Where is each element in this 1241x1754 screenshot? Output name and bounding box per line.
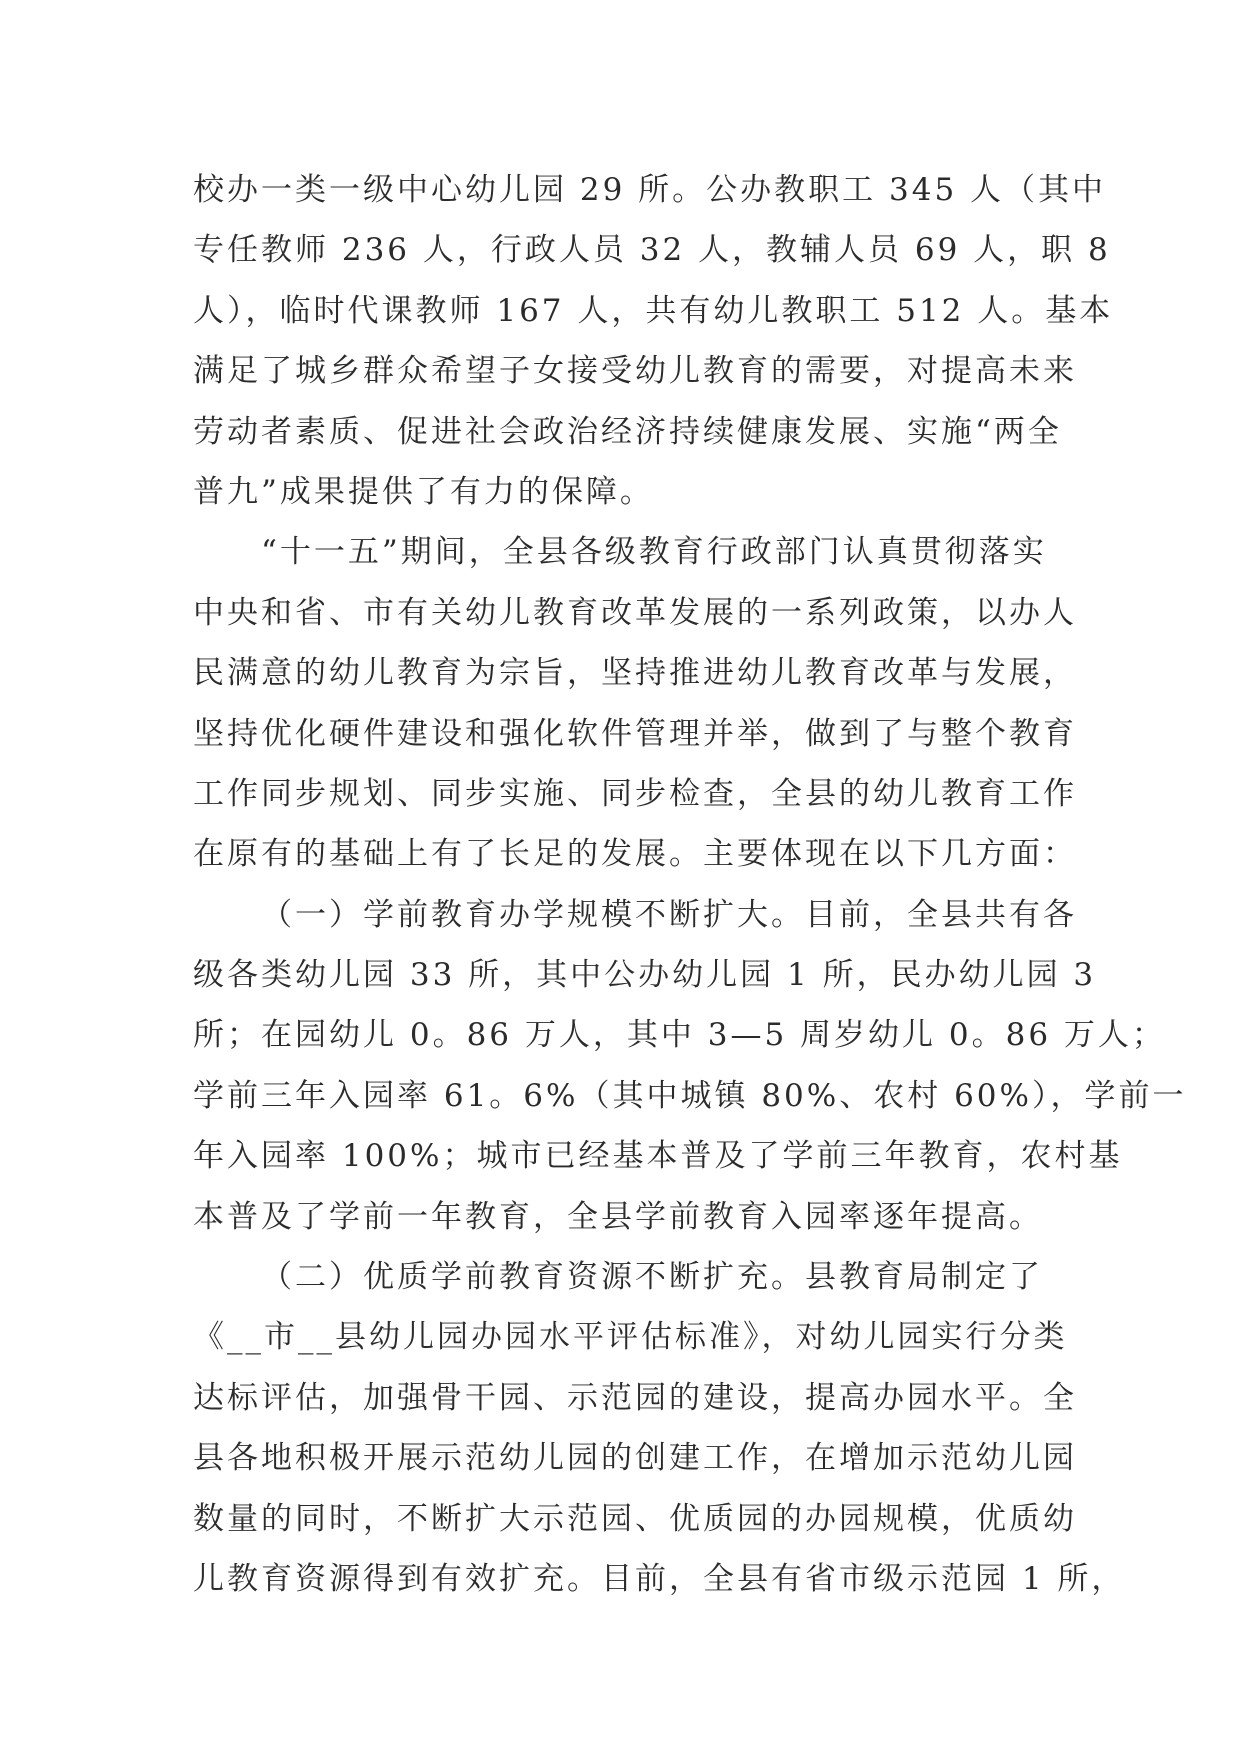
text-line: 专任教师 236 人，行政人员 32 人，教辅人员 69 人，职 8 — [193, 232, 1111, 269]
text-line: 《__市__县幼儿园办园水平评估标准》，对幼儿园实行分类 — [193, 1319, 1068, 1356]
text-line: 校办一类一级中心幼儿园 29 所。公办教职工 345 人（其中 — [193, 172, 1107, 208]
text-line: 民满意的幼儿教育为宗旨，坚持推进幼儿教育改革与发展， — [193, 655, 1077, 692]
paragraph-start-line: （一）学前教育办学规模不断扩大。目前，全县共有各 — [261, 896, 1077, 933]
text-line: 本普及了学前一年教育，全县学前教育入园率逐年提高。 — [193, 1198, 1043, 1235]
text-line: 在原有的基础上有了长足的发展。主要体现在以下几方面： — [193, 836, 1077, 873]
text-line: 儿教育资源得到有效扩充。目前，全县有省市级示范园 1 所， — [193, 1560, 1126, 1597]
text-line: 坚持优化硬件建设和强化软件管理并举，做到了与整个教育 — [193, 715, 1077, 752]
paragraph-start-line: （二）优质学前教育资源不断扩充。县教育局制定了 — [261, 1259, 1043, 1296]
text-line: 满足了城乡群众希望子女接受幼儿教育的需要，对提高未来 — [193, 353, 1077, 390]
text-line: 中央和省、市有关幼儿教育改革发展的一系列政策，以办人 — [193, 594, 1077, 631]
document-body — [193, 160, 1187, 1609]
text-line: 达标评估，加强骨干园、示范园的建设，提高办园水平。全 — [193, 1379, 1077, 1416]
text-line: 年入园率 100%；城市已经基本普及了学前三年教育，农村基 — [193, 1138, 1123, 1175]
text-line: 劳动者素质、促进社会政治经济持续健康发展、实施“两全 — [193, 413, 1062, 450]
text-line: 工作同步规划、同步实施、同步检查，全县的幼儿教育工作 — [193, 775, 1077, 812]
text-line: 县各地积极开展示范幼儿园的创建工作，在增加示范幼儿园 — [193, 1440, 1077, 1477]
text-line: 普九”成果提供了有力的保障。 — [193, 473, 654, 510]
text-line: 数量的同时，不断扩大示范园、优质园的办园规模，优质幼 — [193, 1500, 1077, 1537]
text-line: 所；在园幼儿 0。86 万人，其中 3—5 周岁幼儿 0。86 万人； — [193, 1017, 1166, 1054]
paragraph-start-line: “十一五”期间，全县各级教育行政部门认真贯彻落实 — [261, 534, 1047, 571]
text-line: 学前三年入园率 61。6%（其中城镇 80%、农村 60%），学前一 — [193, 1077, 1187, 1114]
text-line: 人），临时代课教师 167 人，共有幼儿教职工 512 人。基本 — [193, 292, 1114, 329]
text-line: 级各类幼儿园 33 所，其中公办幼儿园 1 所，民办幼儿园 3 — [193, 957, 1097, 994]
